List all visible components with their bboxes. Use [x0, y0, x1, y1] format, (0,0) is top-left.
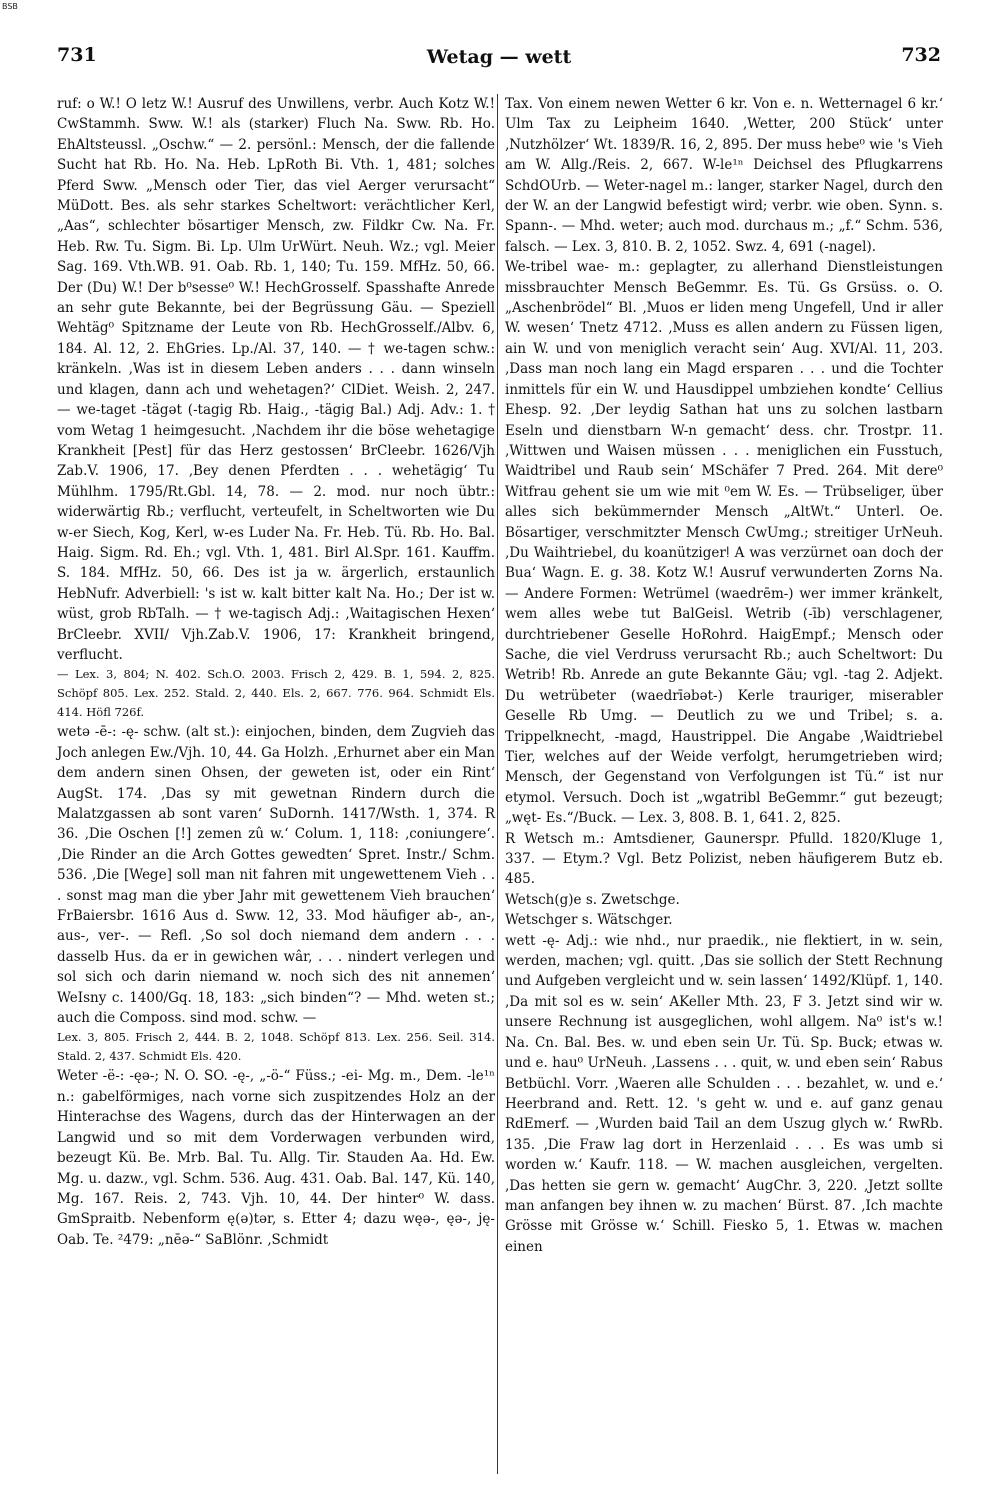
- entry-paragraph: Weter -ë-: -ęə-; N. O. SO. -ę-, „-ö-“ Füss.; -ei- Mg. m., Dem. -le¹ⁿ n.: gabelförmiges, nach vorne sich zuspitzendes Holz an der Hinterachse des Wagens, durch das der Hinterwagen an der Langwid und so mit dem Vorderwagen verbunden wird, bezeugt Kü. Be. Mrb. Bal. Tu. Allg. Tir. Stauden Aa. Hd. Ew. Mg. u. dazw., vgl. Schm. 536. Aug. 431. Oab. Bal. 147, Kü. 140, Mg. 167. Reis. 2, 743. Vjh. 10, 44. Der hinter⁰ W. dass. GmSpraitb. Nebenform ę(ə)tər, s. Etter 4; dazu węə-, ęə-, ję- Oab. Te. ²479: „nēə-“ SaBlönr. ‚Schmidt: [57, 1068, 495, 1248]
- column-divider: [497, 94, 498, 1474]
- cross-reference: Wetschger s. Wätschger.: [505, 912, 673, 929]
- library-mark: BSB: [2, 2, 18, 11]
- entry-paragraph: wetə -ē-: -ę- schw. (alt st.): einjochen, binden, dem Zugvieh das Joch anlegen Ew./Vjh. 10, 44. Ga Holzh. ‚Erhurnet aber ein Man dem andern sinen Ohsen, der geweten ist, oder ein Rint‘ AugSt. 174. ‚Das sy mit gewetnan Rindern durch die Malatzgassen ab sont varen‘ SuDornh. 1417/Wsth. 1, 374. R 36. ‚Die Oschen [!] zemen zû w.‘ Colum. 1, 118: ‚coniungere‘. ‚Die Rinder an die Arch Gottes gewedten‘ Spret. Instr./ Schm. 536. ‚Die [Wege] soll man nit fahren mit ungewettenem Vieh . . . sonst mag man die yber Jahr mit gewettenem Vieh brauchen‘ FrBaiersbr. 1616 Aus d. Sww. 12, 33. Mod häufiger ab-, an-, aus-, ver-. — Refl. ‚So sol doch niemand dem andern . . . dasselb Hus. da er in gewichen wâr, . . . nindert verlegen und sol sich och darin niemand w. noch sich des nit annemen‘ WeIsny c. 1400/Gq. 18, 183: „sich binden“? — Mhd. weten st.; auch die Composs. sind mod. schw. —: [57, 724, 495, 1027]
- cross-reference: Wetsch(g)e s. Zwetschge.: [505, 891, 680, 908]
- left-column: [57, 94, 495, 1250]
- entry-paragraph: ruf: o W.! O letz W.! Ausruf des Unwillens, verbr. Auch Kotz W.! CwStammh. Sww. W.! als (starker) Fluch Na. Sww. Rb. Ho. EhAltsteussl. „Oschw.“ — 2. persönl.: Mensch, der die fallende Sucht hat Rb. Ho. Na. Heb. LpRoth Bi. Vth. 1, 481; solches Pferd Sww. „Mensch oder Tier, das viel Aerger verursacht“ MüDott. Bes. als sehr starkes Scheltwort: verächtlicher Kerl, „Aas“, schlechter bösartiger Mensch, zw. Fildkr Cw. Na. Fr. Heb. Rw. Tu. Sigm. Bi. Lp. Ulm UrWürt. Neuh. Wz.; vgl. Meier Sag. 169. Vth.WB. 91. Oab. Rb. 1, 140; Tu. 159. MfHz. 50, 66. Der (Du) W.! Der b⁰sesse⁰ W.! HechGrosself. Spasshafte Anrede an sehr gute Bekannte, bei der Begrüssung Gäu. — Speziell Wehtäg⁰ Spitzname der Leute von Rb. HechGrosself./Albv. 6, 184. Al. 12, 2. EhGries. Lp./Al. 37, 140. — † we-tagen schw.: kränkeln. ‚Was ist in diesem Leben anders . . . dann winseln und klagen, dann ach und wehetagen?‘ ClDiet. Weish. 2, 247. — we-taget -tägət (-tagig Rb. Haig., -tägig Bal.) Adj. Adv.: 1. † vom Wetag 1 heimgesucht. ‚Nachdem ihr die böse wehetagige Krankheit [Pest] für das Herz gestossen‘ BrCleebr. 1626/Vjh Zab.V. 1906, 17. ‚Bey denen Pferdten . . . wehetägig‘ Tu Mühlhm. 1795/Rt.Gbl. 14, 78. — 2. mod. nur noch übtr.: widerwärtig Rb.; verflucht, verteufelt, in Scheltworten wie Du w-er Siech, Kog, Kerl, w-es Luder Na. Fr. Heb. Tü. Rb. Ho. Bal. Haig. Sigm. Rd. Eh.; vgl. Vth. 1, 481. Birl Al.Spr. 161. Kauffm. S. 184. MfHz. 50, 66. Des ist ja w. ärgerlich, erstaunlich HebNufr. Adverbiell: 's ist w. kalt bitter kalt Na. Ho.; Der ist w. wüst, grob RbTalh. — † we-tagisch Adj.: ‚Waitagischen Hexen‘ BrCleebr. XVII/ Vjh.Zab.V. 1906, 17: Krankheit bringend, verflucht.: [57, 96, 495, 663]
- page-number-left: 731: [57, 44, 97, 66]
- headword-range: Wetag — wett: [426, 46, 572, 68]
- right-column: [505, 94, 943, 1257]
- entry-paragraph: Tax. Von einem newen Wetter 6 kr. Von e. n. Wetternagel 6 kr.‘ Ulm Tax zu Leipheim 1640. ‚Wetter, 200 Stück‘ unter ‚Nutzhölzer‘ Wt. 1839/R. 16, 2, 895. Der muss hebe⁰ wie 's Vieh am W. Allg./Reis. 2, 667. W-le¹ⁿ Deichsel des Pflugkarrens SchdOUrb. — Weter-nagel m.: langer, starker Nagel, durch den der W. an der Langwid befestigt wird; verbr. wie oben. Synn. s. Spann-. — Mhd. weter; auch mod. durchaus m.; „f.“ Schm. 536, falsch. — Lex. 3, 810. B. 2, 1052. Swz. 4, 691 (-nagel).: [505, 96, 943, 255]
- entry-paragraph: We-tribel wae- m.: geplagter, zu allerhand Dienstleistungen missbrauchter Mensch BeGemmr. Es. Tü. Gs Grsüss. o. O. „Aschenbrödel“ Bl. ‚Muos er liden meng Ungefell, Und ir aller W. wesen‘ Tnetz 4712. ‚Muss es allen andern zu Füssen ligen, ain W. und von meniglich veracht sein‘ Aug. XVI/Al. 11, 203. ‚Dass man noch lang ein Magd ersparen . . . und die Tochter inmittels für ein W. und Hausdippel umbziehen kondte‘ Cellius Ehesp. 92. ‚Der leydig Sathan hat uns zu solchen lastbarn Eseln und dienstbarn W-n gemacht‘ dess. chr. Trostpr. 11. ‚Wittwen und Waisen müssen . . . meniglichen ein Fusstuch, Waidtribel und Raub sein‘ MSchäfer 7 Pred. 264. Mit dere⁰ Witfrau gehent sie um wie mit ⁰em W. Es. — Trübseliger, über alles sich bekümmernder Mensch „AltWt.“ Unterl. Oe. Bösartiger, verschmitzter Mensch CwUmg.; streitiger UrNeuh. ‚Du Waihtriebel, du koanützigerǃ A was verzürnet oan doch der Bua‘ Wagn. E. g. 38. Kotz W.! Ausruf verwunderten Zorns Na. — Andere Formen: Wetrümel (waedrēm-) wer immer kränkelt, wem alles webe tut BalGeisl. Wetrib (-īb) verschlagener, durchtriebener Geselle HoRohrd. HaigEmpf.; Mensch oder Sache, die viel Verdruss verursacht Rb.; auch Scheltwort: Du Wetrib! Rb. Anrede an gute Bekannte Gäu; vgl. -tag 2. Adjekt. Du wetrübeter (waedrīəbət-) Kerle trauriger, miserabler Geselle Rb Umg. — Deutlich zu we und Tribel; s. a. Trippelknecht, -magd, Haustrippel. Die Angabe ‚Waidtriebel Tier, welches auf der Weide verfolgt, herumgetrieben wird; Mensch, der Gegenstand von Verfolgungen ist Tü.“ ist nur etymol. Versuch. Doch ist „wgatribl BeGemmr.“ gut bezeugt; „węt- Es.“/Buck. — Lex. 3, 808. B. 1, 641. 2, 825.: [505, 259, 943, 827]
- reference-note: — Lex. 3, 804; N. 402. Sch.O. 2003. Frisch 2, 429. B. 1, 594. 2, 825. Schöpf 805. Lex. 252. Stald. 2, 440. Els. 2, 667. 776. 964. Schmidt Els. 414. Höfl 726f.: [57, 667, 495, 720]
- running-header: [57, 44, 941, 78]
- reference-note: Lex. 3, 805. Frisch 2, 444. B. 2, 1048. Schöpf 813. Lex. 256. Seil. 314. Stald. 2, 437. Schmidt Els. 420.: [57, 1030, 495, 1064]
- page-number-right: 732: [901, 44, 941, 66]
- entry-paragraph: R Wetsch m.: Amtsdiener, Gaunerspr. Pfulld. 1820/Kluge 1, 337. — Etym.? Vgl. Betz Polizist, neben häufigerem Butz eb. 485.: [505, 830, 943, 888]
- entry-paragraph: wett -ę- Adj.: wie nhd., nur praedik., nie flektiert, in w. sein, werden, machen; vgl. quitt. ‚Das sie sollich der Stett Rechnung und Aufgeben vergleicht und w. sein lassen‘ 1492/Klüpf. 1, 140. ‚Da mit sol es w. sein‘ AKeller Mth. 23, F 3. Jetzt sind wir w. unsere Rechnung ist ausgeglichen, wohl allgem. Na⁰ ist's w.! Na. Cn. Bal. Bes. w. und eben sein Ur. Tü. Sp. Buck; etwas w. und e. hau⁰ UrNeuh. ‚Lassens . . . quit, w. und eben sein‘ Rabus Betbüchl. Vorr. ‚Waeren alle Schulden . . . bezahlet, w. und e.‘ Heerbrand and. Rett. 12. 's geht w. und e. auf ganz genau RdEmerf. — ‚Wurden baid Tail an dem Uszug glych w.‘ RwRb. 135. ‚Die Fraw lag dort in Herzenlaid . . . Es was umb si worden w.‘ Kaufr. 118. — W. machen ausgleichen, vergelten. ‚Das hetten sie gern w. gemacht‘ AugChr. 3, 220. ‚Jetzt sollte man anfangen bey ihnen w. zu machen‘ Bürst. 87. ‚Ich machte Grösse mit Grösse w.‘ Schill. Fiesko 5, 1. Etwas w. machen einen: [505, 932, 943, 1255]
